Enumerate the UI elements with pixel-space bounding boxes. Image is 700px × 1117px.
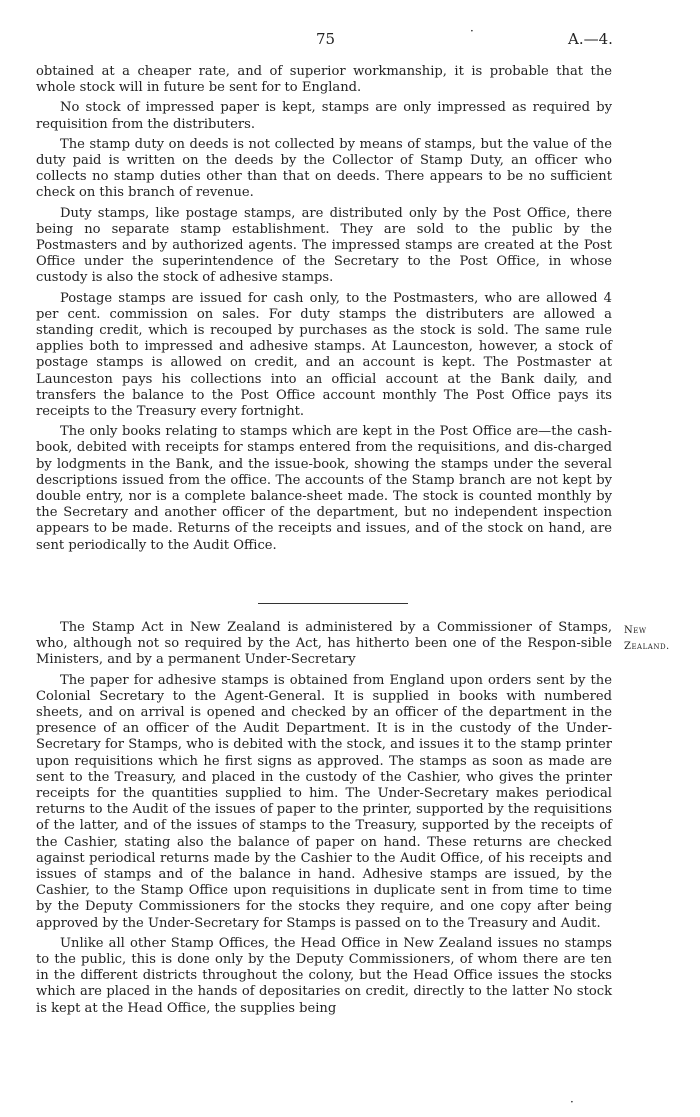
paragraph: No stock of impressed paper is kept, stamps are only impressed as required by requisition from the distributers. xyxy=(36,100,612,132)
section-new-zealand xyxy=(36,620,612,1021)
section-tasmania xyxy=(36,64,612,558)
paragraph: Duty stamps, like postage stamps, are distributed only by the Post Office, there being no separate stamp establishment. They are sold to the public by the Postmasters and by authorized agents. The impressed stamps are created at the Post Office under the superintendence of the Secretary to the Post Office, in whose custody is also the stock of adhesive stamps. xyxy=(36,205,612,286)
margin-note-line: New xyxy=(624,625,647,636)
footer-mark: · xyxy=(570,1095,574,1109)
margin-note-line: Zealand. xyxy=(624,641,670,652)
document-reference: A.—4. xyxy=(568,30,613,48)
paragraph: The paper for adhesive stamps is obtained from England upon orders sent by the Colonial Secretary to the Agent-General. It is supplied in books with numbered sheets, and on arrival is opened and checked by an officer of the department in the presence of an officer of the Audit Department. It is in the custody of the Under-Secretary for Stamps, who is debited with the stock, and issues it to the stamp printer upon requisitions which he first signs as approved. The stamps as soon as made are sent to the Treasury, and placed in the custody of the Cashier, who gives the printer receipts for the quantities supplied to him. The Under-Secretary makes periodical returns to the Audit of the issues of paper to the printer, supported by the requisitions of the latter, and of the issues of stamps to the Treasury, supported by the receipts of the Cashier, stating also the balance of paper on hand. These returns are checked against periodical returns made by the Cashier to the Audit Office, of his receipts and issues of stamps and of the balance in hand. Adhesive stamps are issued, by the Cashier, to the Stamp Office upon requisitions in duplicate sent in from time to time by the Deputy Commissioners for the stocks they require, and one copy after being approved by the Under-Secretary for Stamps is passed on to the Treasury and Audit. xyxy=(36,672,612,931)
page-header xyxy=(0,24,700,52)
paragraph: The only books relating to stamps which are kept in the Post Office are—the cash-book, debited with receipts for stamps entered from the requisitions, and dis-charged by lodgments in the Bank, and the issue-book, showing the stamps under the several descriptions issued from the office. The accounts of the Stamp branch are not kept by double entry, nor is a complete balance-sheet made. The stock is counted monthly by the Secretary and another officer of the department, but no independent inspection appears to be made. Returns of the receipts and issues, and of the stock on hand, are sent periodically to the Audit Office. xyxy=(36,424,612,553)
paragraph: The Stamp Act in New Zealand is administered by a Commissioner of Stamps, who, although not so required by the Act, has hitherto been one of the Respon-sible Ministers, and by a permanent Under-Secretary xyxy=(36,620,612,668)
section-divider xyxy=(258,603,408,604)
paragraph: obtained at a cheaper rate, and of superior workmanship, it is probable that the whole stock will in future be sent for to England. xyxy=(36,64,612,96)
paragraph: The stamp duty on deeds is not collected by means of stamps, but the value of the duty paid is written on the deeds by the Collector of Stamp Duty, an officer who collects no stamp duties other than that on deeds. There appears to be no sufficient check on this branch of revenue. xyxy=(36,136,612,201)
print-mark: · xyxy=(470,24,474,38)
page-number: 75 xyxy=(316,30,336,48)
paragraph: Unlike all other Stamp Offices, the Head Office in New Zealand issues no stamps to the public, this is done only by the Deputy Commissioners, of whom there are ten in the different districts throughout the colony, but the Head Office issues the stocks which are placed in the hands of depositaries on credit, directly to the latter No stock is kept at the Head Office, the supplies being xyxy=(36,935,612,1016)
paragraph: Postage stamps are issued for cash only, to the Postmasters, who are allowed 4 per cent. commission on sales. For duty stamps the distributers are allowed a standing credit, which is recouped by purchases as the stock is sold. The same rule applies both to impressed and adhesive stamps. At Launceston, however, a stock of postage stamps is allowed on credit, and an account is kept. The Postmaster at Launceston pays his collections into an official account at the Bank daily, and transfers the balance to the Post Office account monthly The Post Office pays its receipts to the Treasury every fortnight. xyxy=(36,290,612,420)
margin-note xyxy=(624,623,694,655)
